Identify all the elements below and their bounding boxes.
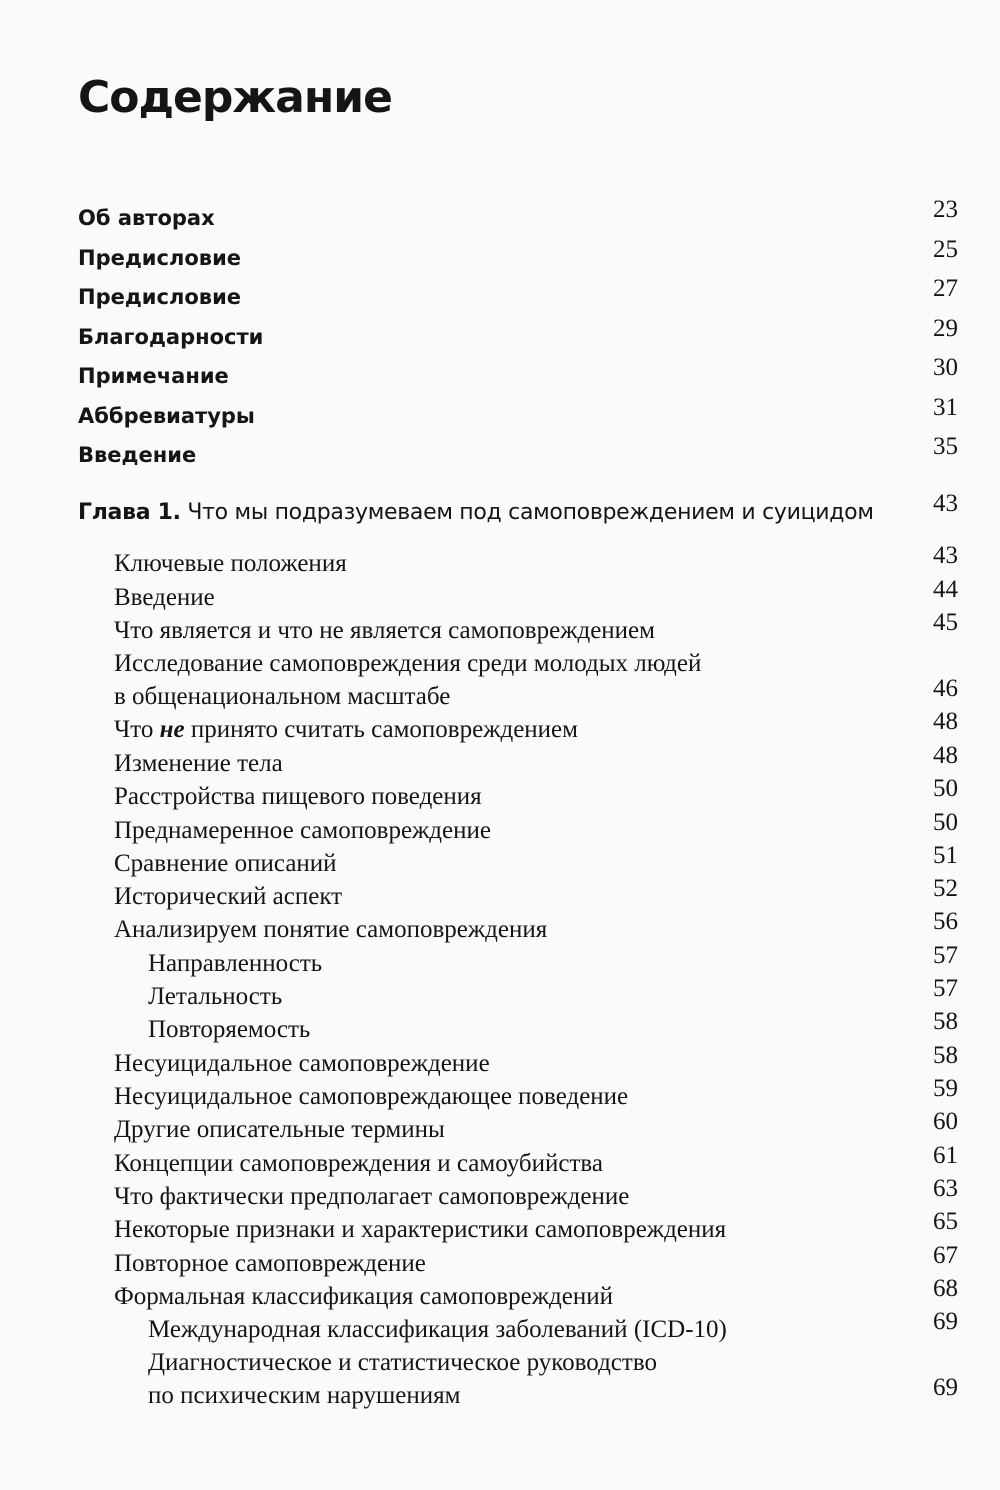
toc-entry-page: 46: [933, 675, 958, 702]
toc-entry-page: 44: [933, 576, 958, 603]
toc-entry[interactable]: [0, 775, 1000, 821]
toc-entry-page: 52: [933, 875, 958, 902]
toc-entry-page: 56: [933, 908, 958, 935]
chapter-title: Что мы подразумеваем под самоповреждением и суицидом: [187, 500, 874, 525]
toc-subentry[interactable]: [0, 1008, 1000, 1054]
toc-entry[interactable]: [0, 708, 1000, 754]
toc-entry-page: 59: [933, 1075, 958, 1102]
label-part: Что: [114, 716, 154, 743]
toc-subentry-continuation[interactable]: [0, 1374, 1000, 1420]
toc-entry-label: Ключевые положения: [114, 550, 347, 577]
toc-entry-label: Другие описательные термины: [114, 1116, 445, 1143]
toc-entry-label: Что фактически предполагает самоповреждение: [114, 1183, 630, 1210]
toc-entry-label: Повторяемость: [148, 1016, 311, 1043]
toc-entry-label: Преднамеренное самоповреждение: [114, 817, 491, 844]
toc-entry[interactable]: [0, 196, 1000, 240]
toc-entry-label: Диагностическое и статистическое руководство: [148, 1349, 657, 1376]
toc-entry-label: Введение: [78, 443, 197, 467]
toc-entry-page: 69: [933, 1308, 958, 1335]
toc-entry[interactable]: [0, 908, 1000, 954]
toc-entry-label: Что является и что не является самоповреждением: [114, 617, 655, 644]
toc-entry-page: 58: [933, 1042, 958, 1069]
toc-entry-label: Благодарности: [78, 325, 264, 349]
toc-entry-label: Летальность: [148, 983, 283, 1010]
toc-entry-label: [114, 716, 578, 744]
toc-entry-label: Введение: [114, 584, 215, 611]
toc-entry[interactable]: [0, 236, 1000, 280]
toc-entry-label: Направленность: [148, 950, 323, 977]
toc-entry-page: 43: [933, 490, 958, 517]
toc-entry-label: Примечание: [78, 364, 229, 388]
toc-entry-page: 58: [933, 1008, 958, 1035]
toc-entry-page: 43: [933, 542, 958, 569]
toc-entry-page: 65: [933, 1208, 958, 1235]
toc-entry-page: 68: [933, 1275, 958, 1302]
toc-entry-page: 35: [933, 433, 958, 460]
page-title: Содержание: [78, 72, 392, 123]
toc-entry[interactable]: [0, 1108, 1000, 1154]
toc-entry-page: 57: [933, 975, 958, 1002]
toc-entry-page: 63: [933, 1175, 958, 1202]
toc-entry-page: 27: [933, 275, 958, 302]
chapter-number: Глава 1.: [78, 500, 181, 525]
toc-entry-label: Сравнение описаний: [114, 850, 337, 877]
toc-entry-label: Предисловие: [78, 246, 242, 270]
toc-entry-page: 50: [933, 809, 958, 836]
toc-entry-label: Формальная классификация самоповреждений: [114, 1283, 613, 1310]
toc-entry-label: Об авторах: [78, 206, 215, 230]
toc-entry-label: по психическим нарушениям: [148, 1382, 461, 1409]
toc-entry-page: 61: [933, 1142, 958, 1169]
toc-entry[interactable]: [0, 275, 1000, 319]
toc-entry[interactable]: [0, 354, 1000, 398]
toc-entry-page: 57: [933, 942, 958, 969]
toc-entry-page: 30: [933, 354, 958, 381]
toc-entry-label: Международная классификация заболеваний (ICD-10): [148, 1316, 727, 1343]
toc-entry-label: Повторное самоповреждение: [114, 1250, 426, 1277]
toc-entry[interactable]: [0, 433, 1000, 477]
toc-entry-label: Аббревиатуры: [78, 404, 255, 428]
toc-entry-label: Расстройства пищевого поведения: [114, 783, 482, 810]
toc-entry[interactable]: [0, 542, 1000, 588]
toc-entry-page: 69: [933, 1374, 958, 1401]
toc-entry-label: в общенациональном масштабе: [114, 683, 451, 710]
toc-entry-label: Исторический аспект: [114, 883, 343, 910]
toc-entry[interactable]: [0, 315, 1000, 359]
toc-entry[interactable]: [0, 394, 1000, 438]
toc-entry-label: Исследование самоповреждения среди молодых людей: [114, 650, 702, 677]
chapter-heading[interactable]: [0, 490, 1000, 534]
toc-entry-page: 67: [933, 1242, 958, 1269]
toc-entry-page: 50: [933, 775, 958, 802]
chapter-label: [78, 500, 874, 525]
toc-entry-label: Анализируем понятие самоповреждения: [114, 916, 548, 943]
toc-entry-page: 29: [933, 315, 958, 342]
toc-entry-label: Несуицидальное самоповреждение: [114, 1050, 490, 1077]
toc-entry-page: 48: [933, 742, 958, 769]
toc-entry-label: Некоторые признаки и характеристики самоповреждения: [114, 1216, 727, 1243]
toc-entry-page: 31: [933, 394, 958, 421]
toc-entry-page: 23: [933, 196, 958, 223]
toc-entry-page: 51: [933, 842, 958, 869]
emphasis: не: [159, 716, 185, 743]
toc-entry-label: Изменение тела: [114, 750, 283, 777]
toc-entry-page: 25: [933, 236, 958, 263]
toc-entry-page: 60: [933, 1108, 958, 1135]
toc-entry-label: Несуицидальное самоповреждающее поведение: [114, 1083, 629, 1110]
toc-entry-page: 45: [933, 609, 958, 636]
toc-entry[interactable]: [0, 1208, 1000, 1254]
toc-entry-page: 48: [933, 708, 958, 735]
toc-entry-label: Предисловие: [78, 285, 242, 309]
toc-entry-label: Концепции самоповреждения и самоубийства: [114, 1150, 603, 1177]
label-part: принято считать самоповреждением: [190, 716, 578, 743]
